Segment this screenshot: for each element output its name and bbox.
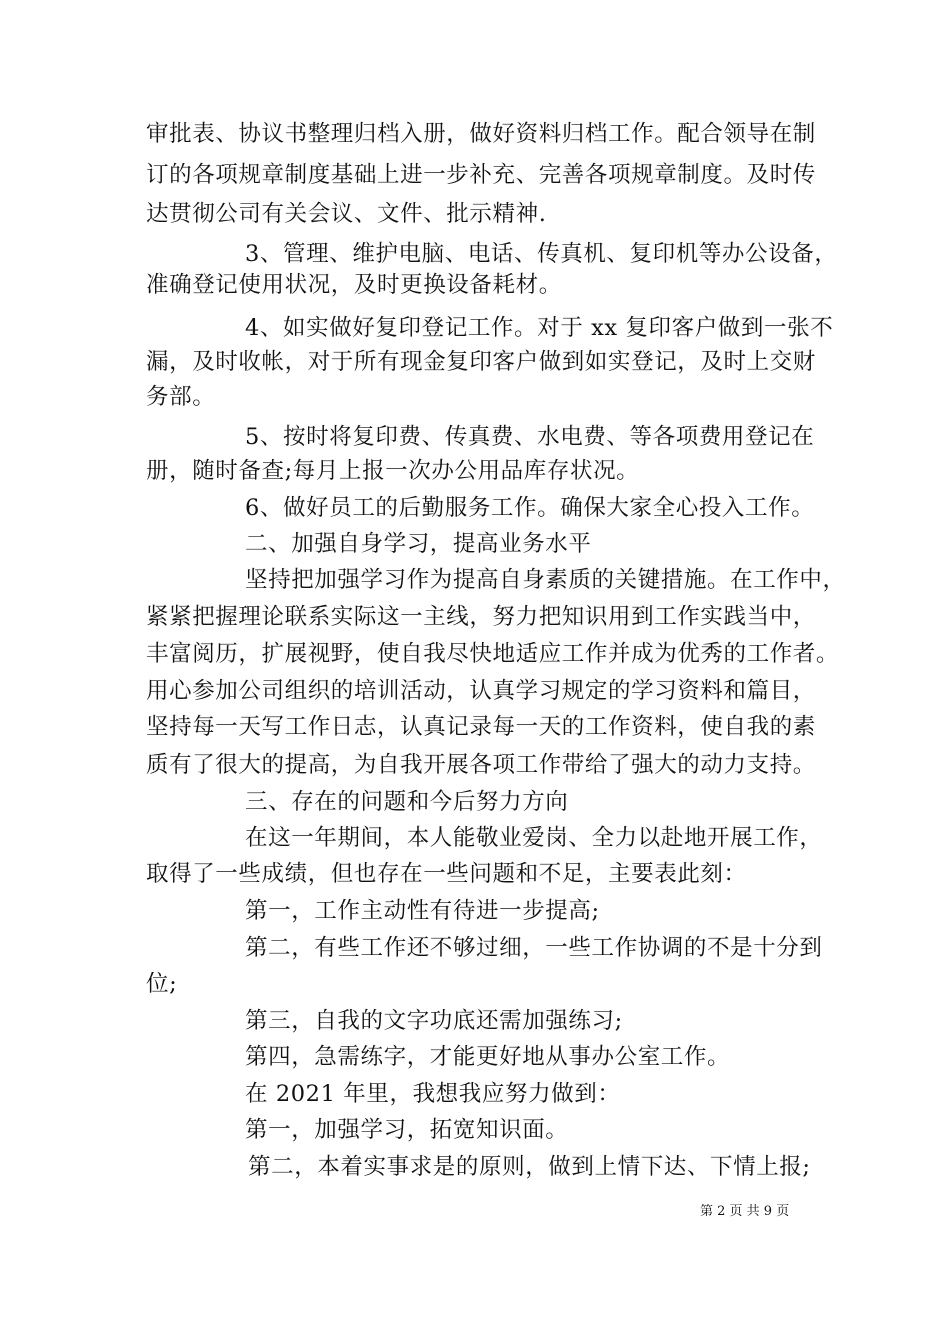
section-heading: 三、存在的问题和今后努力方向 bbox=[245, 789, 569, 815]
text-line: 质有了很大的提高，为自我开展各项工作带给了强大的动力支持。 bbox=[146, 752, 816, 778]
text-line: 务部。 bbox=[146, 384, 216, 410]
text-line: 漏，及时收帐，对于所有现金复印客户做到如实登记，及时上交财 bbox=[146, 349, 816, 375]
text-line: 坚持每一天写工作日志，认真记录每一天的工作资料，使自我的素 bbox=[146, 714, 816, 740]
text-line: 达贯彻公司有关会议、文件、批示精神. bbox=[146, 201, 547, 227]
text-line: 3、管理、维护电脑、电话、传真机、复印机等办公设备， bbox=[245, 241, 838, 267]
page-number-footer: 第 2 页 共 9 页 bbox=[700, 1204, 790, 1219]
text-line: 订的各项规章制度基础上进一步补充、完善各项规章制度。及时传 bbox=[146, 162, 816, 188]
text-line: 用心参加公司组织的培训活动，认真学习规定的学习资料和篇目， bbox=[146, 678, 816, 704]
text-line: 第一，加强学习，拓宽知识面。 bbox=[245, 1117, 569, 1143]
text-line: 6、做好员工的后勤服务工作。确保大家全心投入工作。 bbox=[245, 495, 815, 521]
text-line: 紧紧把握理论联系实际这一主线，努力把知识用到工作实践当中， bbox=[146, 604, 816, 630]
text-line: 坚持把加强学习作为提高自身素质的关键措施。在工作中， bbox=[245, 567, 846, 593]
text-line: 第二，有些工作还不够过细，一些工作协调的不是十分到 bbox=[245, 935, 823, 961]
text-line: 第一，工作主动性有待进一步提高; bbox=[245, 898, 600, 924]
text-line: 5、按时将复印费、传真费、水电费、等各项费用登记在 bbox=[245, 424, 815, 450]
text-line: 丰富阅历，扩展视野，使自我尽快地适应工作并成为优秀的工作者。 bbox=[146, 641, 840, 667]
text-line: 第四，急需练字，才能更好地从事办公室工作。 bbox=[245, 1044, 731, 1070]
text-line: 在这一年期间，本人能敬业爱岗、全力以赴地开展工作， bbox=[245, 825, 823, 851]
section-heading: 二、加强自身学习，提高业务水平 bbox=[245, 531, 592, 557]
text-line: 4、如实做好复印登记工作。对于 xx 复印客户做到一张不 bbox=[245, 315, 834, 341]
text-line: 第二，本着实事求是的原则，做到上情下达、下情上报; bbox=[248, 1154, 811, 1180]
text-line: 在 2021 年里，我想我应努力做到： bbox=[245, 1081, 621, 1107]
text-line: 第三，自我的文字功底还需加强练习; bbox=[245, 1008, 623, 1034]
text-line: 审批表、协议书整理归档入册，做好资料归档工作。配合领导在制 bbox=[146, 121, 816, 147]
text-line: 位; bbox=[146, 971, 178, 997]
text-line: 册，随时备查;每月上报一次办公用品库存状况。 bbox=[146, 458, 640, 484]
text-line: 取得了一些成绩，但也存在一些问题和不足，主要表此刻： bbox=[146, 861, 747, 887]
text-line: 准确登记使用状况，及时更换设备耗材。 bbox=[146, 272, 562, 298]
